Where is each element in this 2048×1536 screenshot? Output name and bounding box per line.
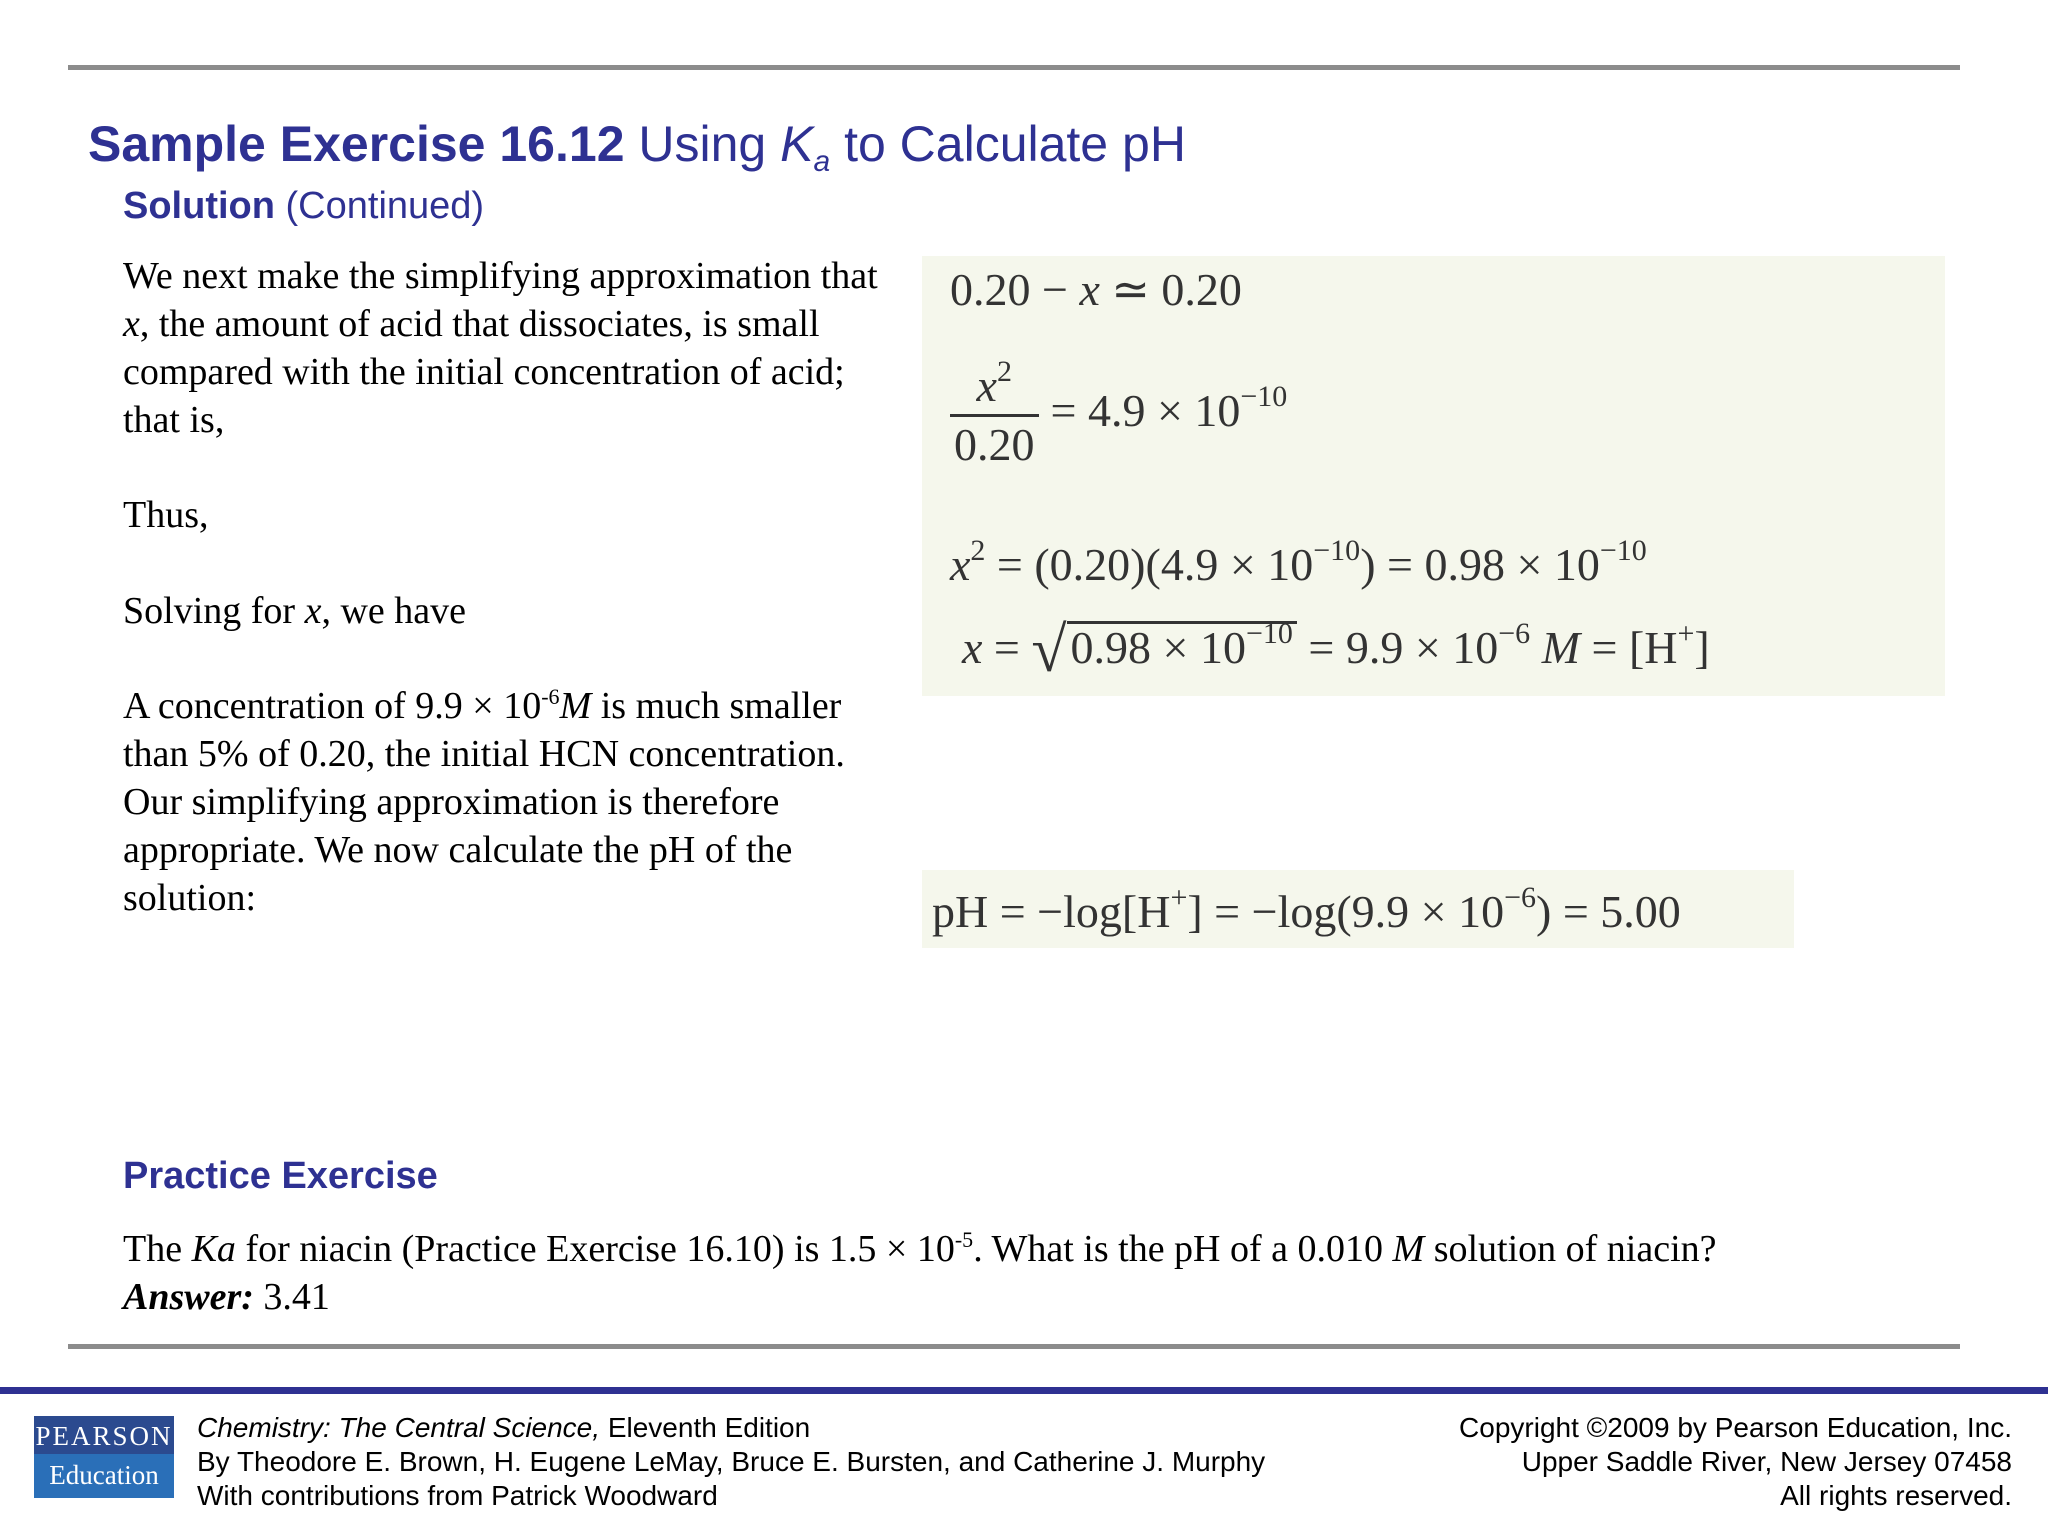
p3-variable-x: x	[304, 590, 322, 632]
book-title: Chemistry: The Central Science,	[197, 1412, 601, 1443]
rights-line: All rights reserved.	[1780, 1480, 2012, 1511]
solution-continued: (Continued)	[285, 185, 485, 227]
equation-x-value	[962, 614, 1710, 685]
solution-label: Solution	[123, 185, 275, 227]
footer-title-line	[197, 1411, 1265, 1445]
eq4-b-exp: −6	[1498, 617, 1531, 650]
eq4-d: ]	[1694, 622, 1710, 673]
eq4-c-exp: +	[1677, 617, 1695, 650]
book-authors: By Theodore E. Brown, H. Eugene LeMay, Bruce E. Bursten, and Catherine J. Murphy	[197, 1446, 1266, 1477]
eq2-rhs: = 4.9 × 10	[1050, 385, 1241, 437]
eq3-a-exp: −10	[1313, 534, 1361, 567]
eq4-m: M	[1541, 622, 1581, 673]
q-m: M	[1392, 1228, 1425, 1270]
footer-bar	[0, 1387, 2048, 1394]
k-subscript: a	[813, 145, 831, 178]
book-edition: Eleventh Edition	[600, 1412, 811, 1443]
radicand	[1067, 617, 1297, 673]
ka-symbol	[780, 116, 831, 178]
eq1-x: x	[1079, 264, 1100, 315]
eq5-b: ] = −log(9.9 × 10	[1187, 886, 1505, 937]
copyright-line: Copyright ©2009 by Pearson Education, Inc.	[1459, 1412, 2012, 1443]
title-suffix: to Calculate pH	[830, 116, 1186, 172]
paragraph-thus	[123, 491, 209, 539]
q-exp: -5	[954, 1227, 974, 1252]
paragraph-solving	[123, 587, 466, 635]
eq1-a: 0.20 −	[950, 264, 1080, 315]
eq5-a-exp: +	[1170, 881, 1188, 914]
eq3-b-exp: −10	[1599, 534, 1647, 567]
p3-text-b: , we have	[321, 590, 466, 632]
equation-x-squared	[950, 534, 1647, 593]
eq5-c: ) = 5.00	[1536, 886, 1681, 937]
q-a: The	[123, 1228, 192, 1270]
footer-book-info	[197, 1411, 1265, 1513]
top-rule	[68, 65, 1960, 70]
eq1-b: ≃ 0.20	[1099, 264, 1242, 315]
q-d: solution of niacin?	[1424, 1228, 1717, 1270]
answer-label: Answer:	[123, 1276, 254, 1318]
title-bold: Sample Exercise 16.12	[88, 116, 625, 172]
bottom-rule	[68, 1344, 1960, 1349]
eq4-eq: =	[982, 622, 1032, 673]
eq4-b: = 9.9 × 10	[1296, 622, 1499, 673]
eq2-rhs-exp: −10	[1240, 380, 1288, 414]
p4-exponent: -6	[541, 684, 560, 709]
p4-text-a: A concentration of 9.9 × 10	[123, 685, 542, 727]
book-contributions: With contributions from Patrick Woodward	[197, 1480, 718, 1511]
p2-text: Thus,	[123, 494, 209, 536]
location-line: Upper Saddle River, New Jersey 07458	[1521, 1446, 2012, 1477]
eq3-x: x	[950, 539, 971, 590]
pearson-logo	[34, 1416, 174, 1498]
square-root-icon: √	[1031, 614, 1067, 685]
eq3-b: ) = 0.98 × 10	[1360, 539, 1600, 590]
q-b: for niacin (Practice Exercise 16.10) is 1.5 × 10	[235, 1228, 955, 1270]
fraction-denominator: 0.20	[950, 414, 1039, 473]
p1-text-b: , the amount of acid that dissociates, is small compared with the initial concentration of acid; that is,	[123, 303, 845, 441]
p1-text-a: We next make the simplifying approximation that	[123, 255, 878, 297]
eq4-radicand-text: 0.98 × 10	[1070, 622, 1246, 673]
eq4-x: x	[962, 622, 983, 673]
eq3-exp: 2	[970, 534, 986, 567]
eq5-a: pH = −log[H	[932, 886, 1171, 937]
equation-approximation	[950, 262, 1242, 318]
practice-question	[123, 1225, 1983, 1321]
paragraph-concentration	[123, 682, 893, 922]
k-letter: K	[780, 116, 814, 172]
p3-text-a: Solving for	[123, 590, 305, 632]
fraction-numerator	[950, 355, 1039, 414]
equation-fraction	[950, 355, 1288, 473]
solution-heading	[123, 185, 484, 228]
footer-copyright	[1459, 1411, 2012, 1513]
paragraph-approximation	[123, 252, 883, 444]
q-c: . What is the pH of a 0.010	[973, 1228, 1393, 1270]
p1-variable-x: x	[123, 303, 140, 345]
eq4-c: = [H	[1580, 622, 1678, 673]
q-ka: Ka	[191, 1228, 236, 1270]
equation-ph	[932, 881, 1681, 940]
logo-top-text: PEARSON	[34, 1416, 174, 1454]
fraction	[950, 355, 1039, 473]
answer-value: 3.41	[253, 1276, 330, 1318]
eq4-radicand-exp: −10	[1245, 617, 1293, 650]
title-prefix: Using	[638, 116, 781, 172]
eq2-exp: 2	[996, 355, 1012, 388]
p4-molar-m: M	[559, 685, 592, 727]
logo-bottom-text: Education	[34, 1454, 174, 1498]
practice-heading: Practice Exercise	[123, 1155, 438, 1197]
slide-title	[88, 112, 1186, 176]
eq2-x: x	[976, 360, 997, 411]
p4-text-b: is much smaller than 5% of 0.20, the initial HCN concentration. Our simplifying approximation is therefore appropriate. We now calculate the pH of the solution:	[123, 685, 845, 919]
eq5-b-exp: −6	[1504, 881, 1537, 914]
eq3-a: = (0.20)(4.9 × 10	[985, 539, 1314, 590]
